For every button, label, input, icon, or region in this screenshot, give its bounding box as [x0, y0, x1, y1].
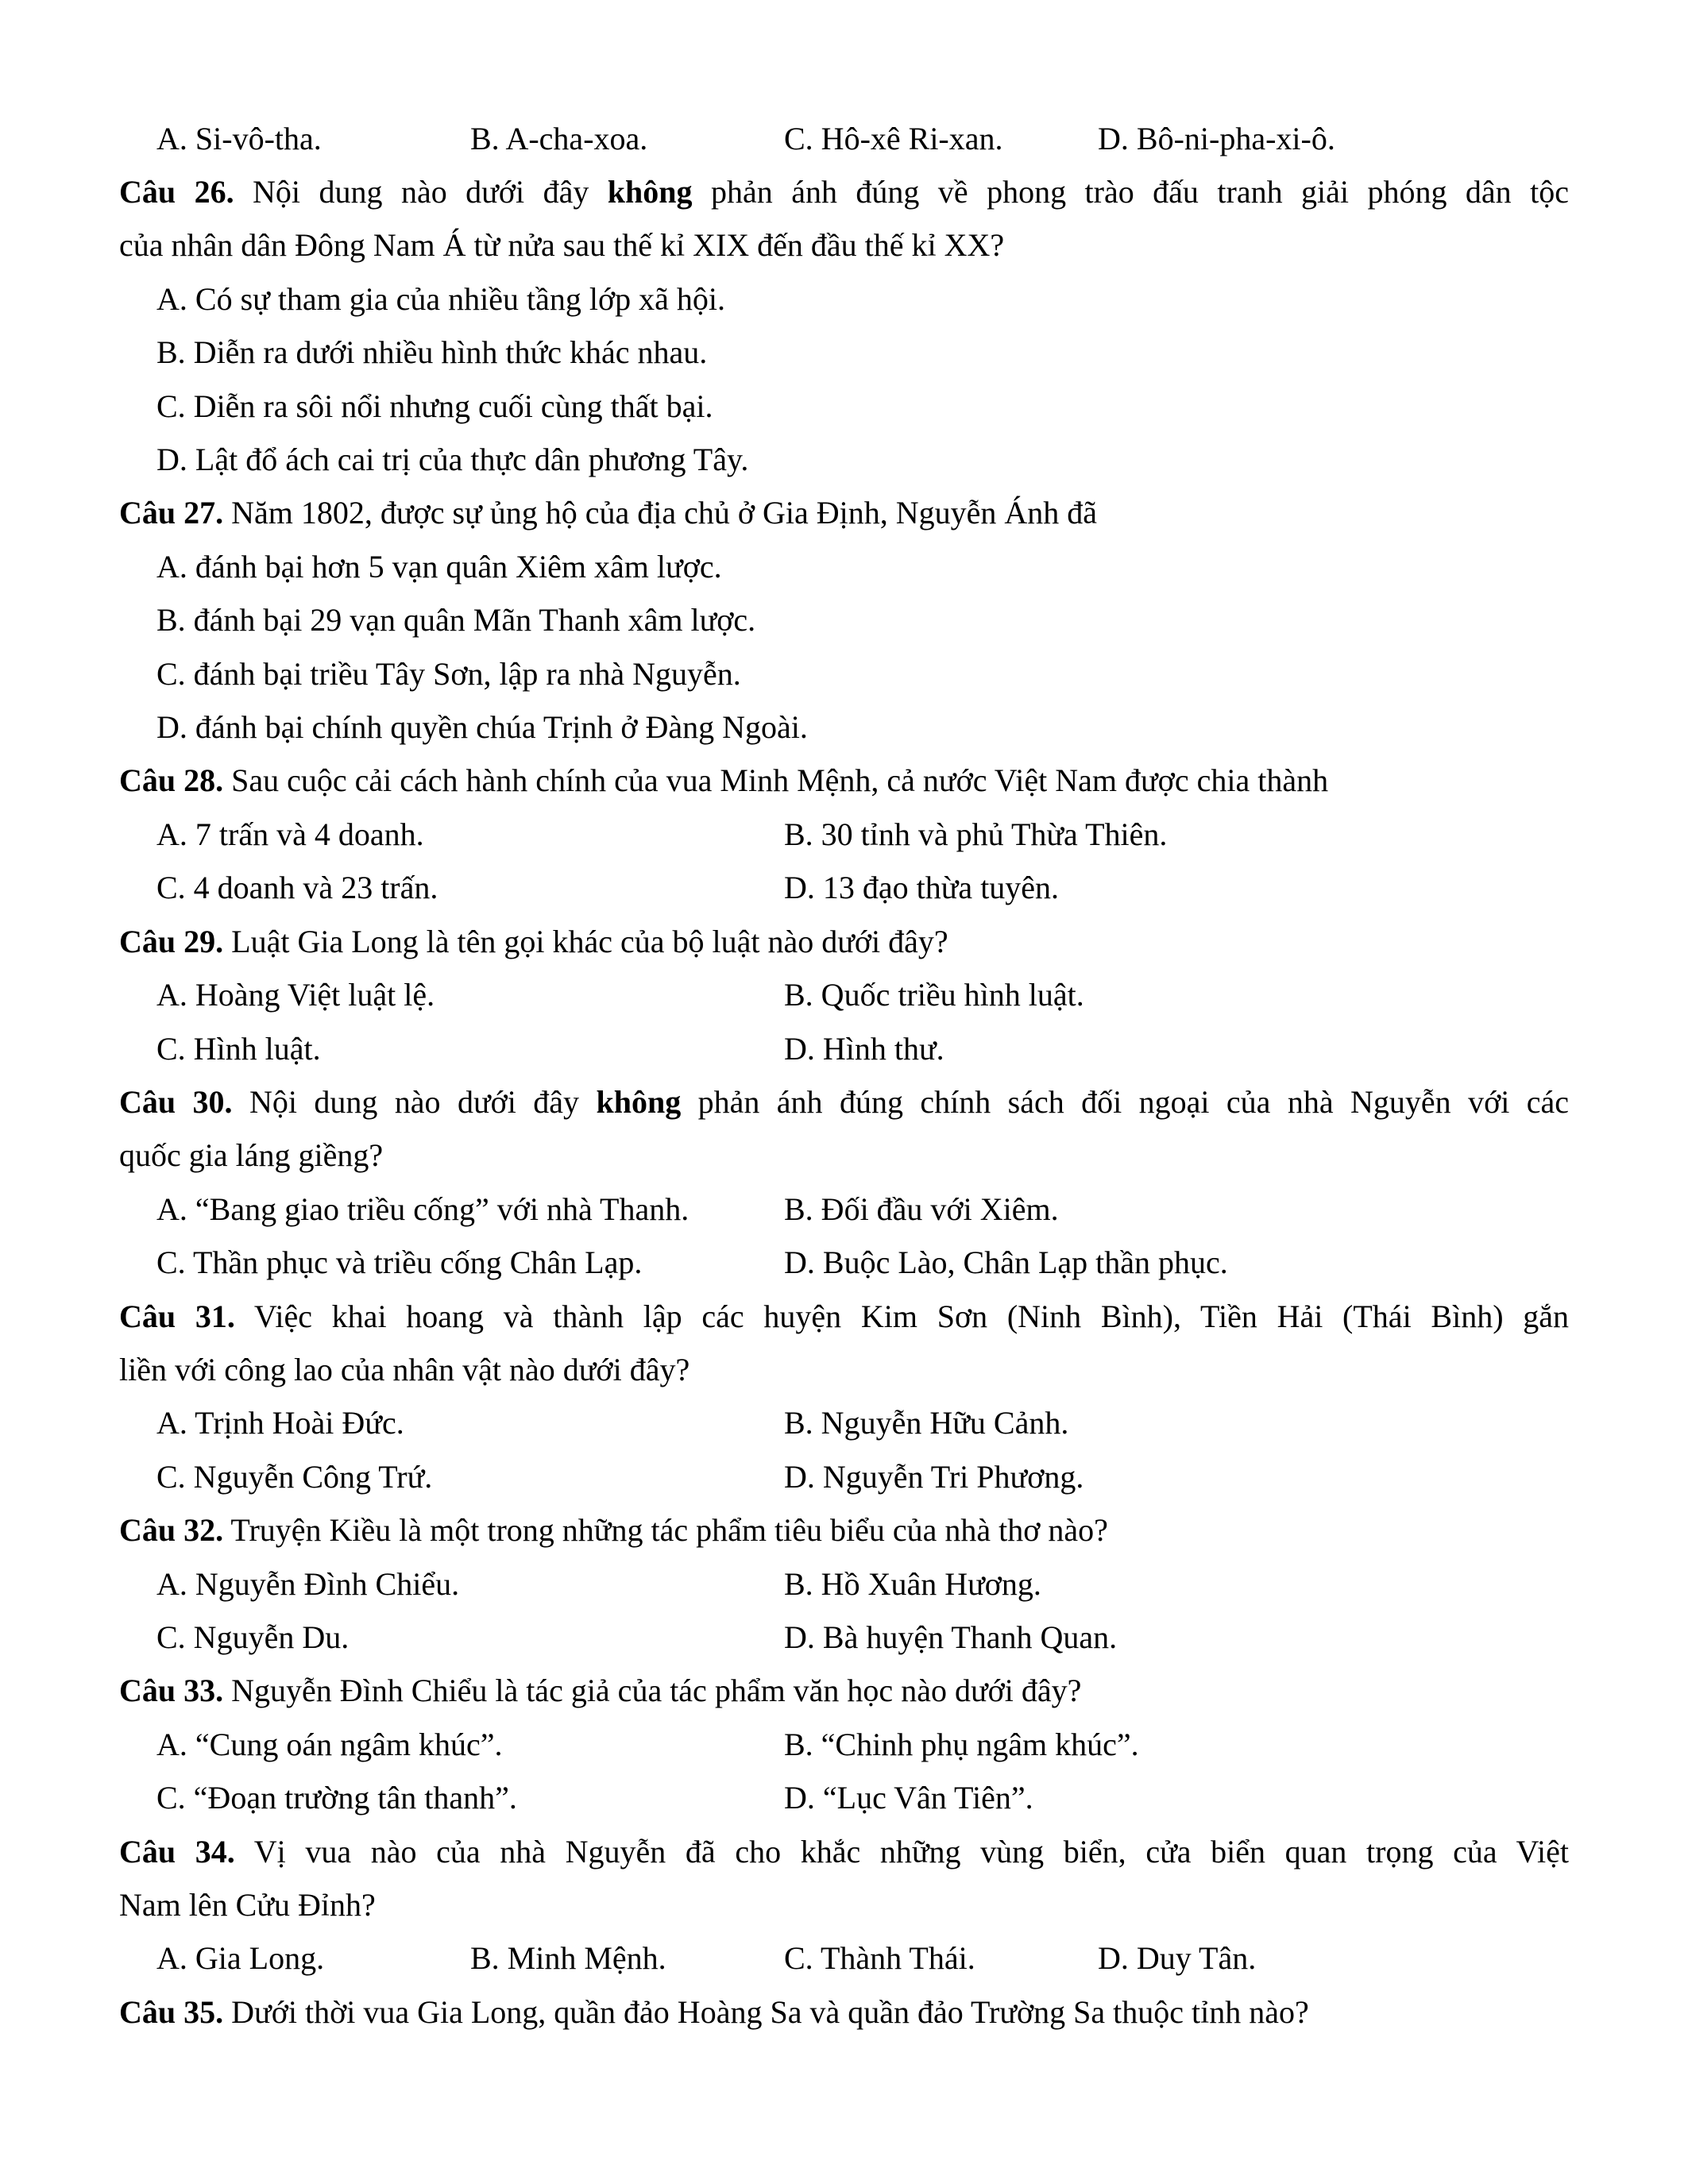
q35-stem: [119, 1993, 1569, 2032]
q26-option-a: A. Có sự tham gia của nhiều tầng lớp xã hội.: [156, 281, 726, 317]
q31-stem-line1: [119, 1297, 1569, 1337]
q34-option-d: D. Duy Tân.: [1098, 1940, 1257, 1976]
q33-option-d: D. “Lục Vân Tiên”.: [784, 1780, 1033, 1815]
q34-option-b: B. Minh Mệnh.: [470, 1940, 666, 1976]
q34-number: Câu 34.: [119, 1834, 235, 1870]
q30-option-c: C. Thần phục và triều cống Chân Lạp.: [156, 1244, 643, 1280]
q30-option-a: A. “Bang giao triều cống” với nhà Thanh.: [156, 1191, 689, 1227]
q27-option-d: D. đánh bại chính quyền chúa Trịnh ở Đàng Ngoài.: [156, 709, 808, 745]
q26-text-a: Nội dung nào dưới đây: [234, 174, 608, 210]
q30-number: Câu 30.: [119, 1084, 233, 1120]
q26-stem-line2: của nhân dân Đông Nam Á từ nửa sau thế kỉ XIX đến đầu thế kỉ XX?: [119, 227, 1005, 263]
q31-text-a: Việc khai hoang và thành lập các huyện Kim Sơn (Ninh Bình), Tiền Hải (Thái Bình) gắn: [234, 1298, 1569, 1334]
q33-number: Câu 33.: [119, 1673, 224, 1708]
q30-option-b: B. Đối đầu với Xiêm.: [784, 1191, 1059, 1227]
q26-option-c: C. Diễn ra sôi nổi nhưng cuối cùng thất bại.: [156, 388, 713, 424]
q28-option-d: D. 13 đạo thừa tuyên.: [784, 870, 1060, 905]
q29-option-b: B. Quốc triều hình luật.: [784, 977, 1084, 1013]
q31-option-d: D. Nguyễn Tri Phương.: [784, 1459, 1084, 1495]
q26-bold-word: không: [607, 174, 693, 210]
q34-option-a: A. Gia Long.: [156, 1940, 325, 1976]
q31-option-b: B. Nguyễn Hữu Cảnh.: [784, 1405, 1069, 1441]
q31-option-a: A. Trịnh Hoài Đức.: [156, 1405, 404, 1441]
q29-option-a: A. Hoàng Việt luật lệ.: [156, 977, 435, 1013]
q33-text: Nguyễn Đình Chiểu là tác giả của tác phẩm văn học nào dưới đây?: [223, 1673, 1082, 1708]
q25-option-a: A. Si-vô-tha.: [156, 121, 322, 156]
q35-number: Câu 35.: [119, 1994, 224, 2030]
q26-option-b: B. Diễn ra dưới nhiều hình thức khác nhau.: [156, 334, 708, 370]
q32-text: Truyện Kiều là một trong những tác phẩm tiêu biểu của nhà thơ nào?: [223, 1512, 1108, 1548]
q32-number: Câu 32.: [119, 1512, 224, 1548]
q27-option-a: A. đánh bại hơn 5 vạn quân Xiêm xâm lược.: [156, 549, 722, 585]
q27-option-b: B. đánh bại 29 vạn quân Mãn Thanh xâm lược.: [156, 602, 756, 638]
q30-bold-word: không: [596, 1084, 682, 1120]
q31-stem-line2: liền với công lao của nhân vật nào dưới đây?: [119, 1352, 690, 1387]
q26-stem-line1: [119, 172, 1569, 212]
q25-option-b: B. A-cha-xoa.: [470, 121, 648, 156]
q27-number: Câu 27.: [119, 495, 224, 531]
q34-stem-line2: Nam lên Cửu Đỉnh?: [119, 1887, 376, 1923]
q29-text: Luật Gia Long là tên gọi khác của bộ luật nào dưới đây?: [223, 924, 948, 959]
q29-option-c: C. Hình luật.: [156, 1031, 321, 1067]
q27-stem: [119, 493, 1569, 533]
q25-option-c: C. Hô-xê Ri-xan.: [784, 121, 1003, 156]
q30-option-d: D. Buộc Lào, Chân Lạp thần phục.: [784, 1244, 1228, 1280]
q25-option-d: D. Bô-ni-pha-xi-ô.: [1098, 121, 1335, 156]
q26-number: Câu 26.: [119, 174, 234, 210]
q33-stem: [119, 1671, 1569, 1711]
q30-stem-line2: quốc gia láng giềng?: [119, 1137, 384, 1173]
q29-option-d: D. Hình thư.: [784, 1031, 944, 1067]
q33-option-b: B. “Chinh phụ ngâm khúc”.: [784, 1727, 1139, 1762]
q32-option-d: D. Bà huyện Thanh Quan.: [784, 1619, 1118, 1655]
q34-text-a: Vị vua nào của nhà Nguyễn đã cho khắc những vùng biển, cửa biển quan trọng của Việt: [234, 1834, 1569, 1870]
q30-stem-line1: [119, 1082, 1569, 1122]
q33-option-a: A. “Cung oán ngâm khúc”.: [156, 1727, 503, 1762]
q31-option-c: C. Nguyễn Công Trứ.: [156, 1459, 433, 1495]
q27-option-c: C. đánh bại triều Tây Sơn, lập ra nhà Nguyễn.: [156, 656, 741, 692]
q30-text-b: phản ánh đúng chính sách đối ngoại của nhà Nguyễn với các: [681, 1084, 1570, 1120]
q28-option-a: A. 7 trấn và 4 doanh.: [156, 816, 424, 852]
q34-stem-line1: [119, 1832, 1569, 1872]
q27-text: Năm 1802, được sự ủng hộ của địa chủ ở Gia Định, Nguyễn Ánh đã: [223, 495, 1098, 531]
q28-option-c: C. 4 doanh và 23 trấn.: [156, 870, 438, 905]
q31-number: Câu 31.: [119, 1298, 235, 1334]
q30-text-a: Nội dung nào dưới đây: [232, 1084, 597, 1120]
q32-stem: [119, 1511, 1569, 1550]
q35-text: Dưới thời vua Gia Long, quần đảo Hoàng Sa và quần đảo Trường Sa thuộc tỉnh nào?: [223, 1994, 1309, 2030]
q32-option-c: C. Nguyễn Du.: [156, 1619, 350, 1655]
q33-option-c: C. “Đoạn trường tân thanh”.: [156, 1780, 517, 1815]
q34-option-c: C. Thành Thái.: [784, 1940, 975, 1976]
q28-number: Câu 28.: [119, 762, 224, 798]
q32-option-b: B. Hồ Xuân Hương.: [784, 1566, 1041, 1602]
q28-text: Sau cuộc cải cách hành chính của vua Minh Mệnh, cả nước Việt Nam được chia thành: [223, 762, 1329, 798]
q28-option-b: B. 30 tỉnh và phủ Thừa Thiên.: [784, 816, 1168, 852]
q29-stem: [119, 922, 1569, 962]
q29-number: Câu 29.: [119, 924, 224, 959]
q28-stem: [119, 761, 1569, 801]
q32-option-a: A. Nguyễn Đình Chiểu.: [156, 1566, 460, 1602]
q26-text-b: phản ánh đúng về phong trào đấu tranh giải phóng dân tộc: [692, 174, 1569, 210]
q26-option-d: D. Lật đổ ách cai trị của thực dân phương Tây.: [156, 442, 749, 477]
